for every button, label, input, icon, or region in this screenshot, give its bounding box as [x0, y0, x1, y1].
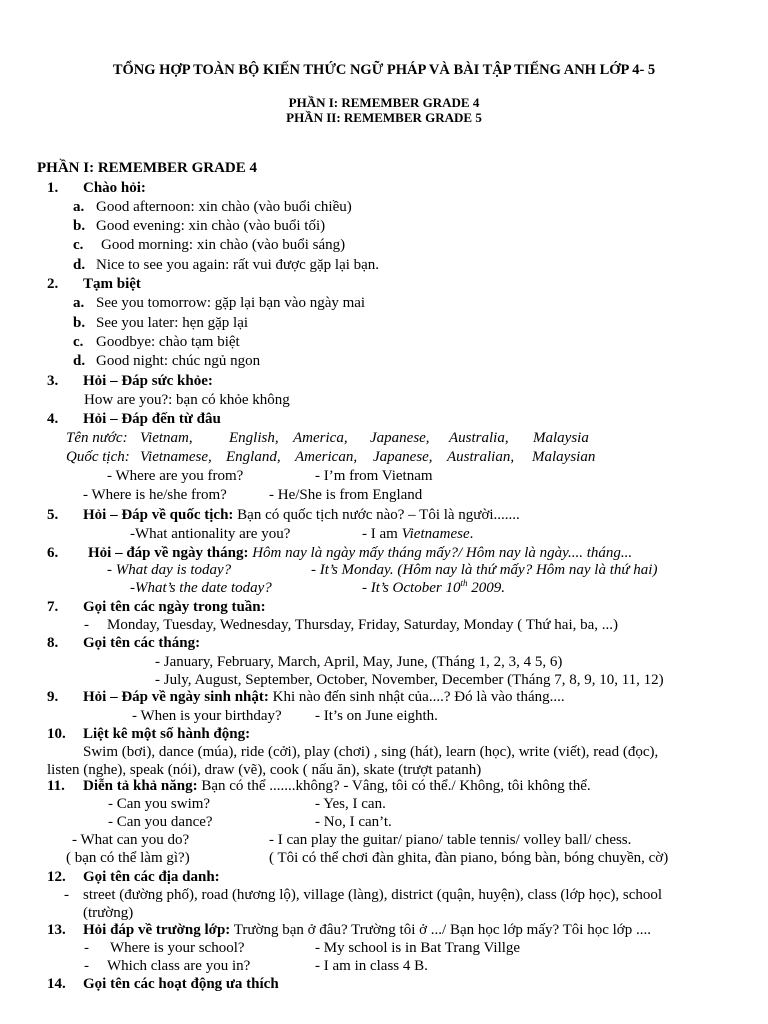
- question: - Can you swim?: [108, 796, 211, 812]
- places-line-2: (trường): [83, 905, 134, 921]
- country: Australia,: [449, 430, 509, 446]
- list-item: Good night: chúc ngủ ngon: [96, 353, 261, 369]
- list-item: Goodbye: chào tạm biệt: [96, 334, 240, 350]
- section-6-number: 6.: [47, 545, 59, 561]
- country: America,: [293, 430, 348, 446]
- question: - When is your birthday?: [132, 708, 282, 724]
- list-letter: c.: [73, 237, 84, 253]
- section-11-line: [83, 777, 591, 795]
- section-3-title: Hỏi – Đáp sức khỏe:: [83, 373, 213, 389]
- country: English,: [229, 430, 279, 446]
- answer-period: .: [469, 526, 474, 542]
- section-9-desc: Khi nào đến sinh nhật của....? Đó là vào tháng....: [268, 689, 565, 705]
- country: Malaysia: [533, 430, 589, 446]
- answer-year: 2009.: [467, 580, 505, 596]
- toc-item-1: PHẦN I: REMEMBER GRADE 4: [288, 95, 480, 110]
- section-13-title: Hỏi đáp về trường lớp:: [83, 922, 231, 938]
- section-11-title: Diễn tả khả năng:: [83, 778, 198, 794]
- list-letter: b.: [73, 315, 86, 331]
- health-question: How are you?: bạn có khỏe không: [84, 392, 290, 408]
- list-letter: a.: [73, 295, 85, 311]
- part-heading: PHẦN I: REMEMBER GRADE 4: [37, 160, 257, 176]
- section-12-title: Gọi tên các địa danh:: [83, 869, 220, 885]
- section-9-title: Hỏi – Đáp về ngày sinh nhật:: [83, 689, 269, 705]
- question: - What can you do?: [72, 832, 190, 848]
- section-4-number: 4.: [47, 411, 59, 427]
- section-10-number: 10.: [47, 726, 66, 742]
- section-13-desc: Trường bạn ở đâu? Trường tôi ở .../ Bạn học lớp mấy? Tôi học lớp ....: [230, 922, 651, 938]
- section-1-title: Chào hỏi:: [83, 180, 146, 196]
- list-dash: -: [84, 617, 89, 633]
- nationality-label: Quốc tịch:: [66, 449, 130, 465]
- list-item: Nice to see you again: rất vui được gặp lại bạn.: [96, 257, 380, 273]
- section-4-title: Hỏi – Đáp đến từ đâu: [83, 411, 221, 427]
- section-14-title: Gọi tên các hoạt động ưa thích: [83, 976, 279, 992]
- section-3-number: 3.: [47, 373, 59, 389]
- question: -What’s the date today?: [130, 580, 272, 596]
- nationality: Japanese,: [373, 449, 433, 465]
- section-6-line: [88, 544, 632, 562]
- country: Japanese,: [370, 430, 430, 446]
- question: - What day is today?: [107, 562, 232, 578]
- months-line-1: - January, February, March, April, May, June, (Tháng 1, 2, 3, 4 5, 6): [155, 654, 563, 670]
- section-2-title: Tạm biệt: [83, 276, 141, 292]
- section-9-line: [83, 688, 565, 706]
- section-13-line: [83, 921, 651, 939]
- section-12-number: 12.: [47, 869, 66, 885]
- nationality: Vietnamese,: [140, 449, 212, 465]
- answer: [362, 579, 505, 597]
- question-translation: ( bạn có thể làm gì?): [66, 850, 190, 866]
- question: - Can you dance?: [108, 814, 213, 830]
- answer-date: - It’s October 10: [362, 580, 461, 596]
- answer-translation: ( Tôi có thể chơi đàn ghita, đàn piano, bóng bàn, bóng chuyền, cờ): [269, 850, 669, 866]
- weekdays-line: Monday, Tuesday, Wednesday, Thursday, Friday, Saturday, Monday ( Thứ hai, ba, ...): [107, 617, 619, 633]
- section-5-desc: Bạn có quốc tịch nước nào? – Tôi là người.......: [233, 507, 520, 523]
- answer: - Yes, I can.: [315, 796, 386, 812]
- months-line-2: - July, August, September, October, November, December (Tháng 7, 8, 9, 10, 11, 12): [155, 672, 664, 688]
- country: Vietnam,: [140, 430, 193, 446]
- nationality: Australian,: [447, 449, 515, 465]
- nationality: England,: [226, 449, 281, 465]
- toc-item-2: PHẦN II: REMEMBER GRADE 5: [286, 110, 482, 125]
- question: -What antionality are you?: [130, 526, 291, 542]
- answer: - He/She is from England: [269, 487, 423, 503]
- section-8-title: Gọi tên các tháng:: [83, 635, 201, 651]
- list-item: Good evening: xin chào (vào buổi tối): [96, 218, 326, 234]
- list-item: Good afternoon: xin chào (vào buổi chiều): [96, 199, 352, 215]
- answer: - No, I can’t.: [315, 814, 392, 830]
- answer: - It’s Monday. (Hôm nay là thứ mấy? Hôm nay là thứ hai): [311, 562, 658, 578]
- list-item: See you later: hẹn gặp lại: [96, 315, 249, 331]
- list-dash: -: [84, 940, 89, 956]
- answer-nationality: Vietnamese: [401, 526, 470, 542]
- nationality: American,: [295, 449, 358, 465]
- answer: - My school is in Bat Trang Villge: [315, 940, 521, 956]
- section-9-number: 9.: [47, 689, 59, 705]
- answer: [362, 525, 473, 543]
- section-5-line: [83, 506, 520, 524]
- list-letter: a.: [73, 199, 85, 215]
- list-dash: -: [84, 958, 89, 974]
- section-7-number: 7.: [47, 599, 59, 615]
- list-letter: c.: [73, 334, 84, 350]
- section-7-title: Gọi tên các ngày trong tuần:: [83, 599, 266, 615]
- answer: - I am in class 4 B.: [315, 958, 428, 974]
- section-2-number: 2.: [47, 276, 59, 292]
- section-5-number: 5.: [47, 507, 59, 523]
- list-dash: -: [64, 887, 69, 903]
- section-1-number: 1.: [47, 180, 59, 196]
- answer: - I’m from Vietnam: [315, 468, 433, 484]
- list-item: Good morning: xin chào (vào buổi sáng): [101, 237, 346, 253]
- section-6-title: Hỏi – đáp về ngày tháng:: [88, 545, 249, 561]
- countries-label: Tên nước:: [66, 430, 128, 446]
- section-10-title: Liệt kê một số hành động:: [83, 726, 251, 742]
- list-letter: b.: [73, 218, 86, 234]
- question: Where is your school?: [110, 940, 245, 956]
- list-letter: d.: [73, 353, 86, 369]
- question: Which class are you in?: [107, 958, 251, 974]
- actions-line-1: Swim (bơi), dance (múa), ride (cởi), play (chơi) , sing (hát), learn (học), write (viết), read (đọc),: [83, 744, 659, 760]
- question: - Where are you from?: [107, 468, 244, 484]
- nationality: Malaysian: [532, 449, 596, 465]
- document-title: TỔNG HỢP TOÀN BỘ KIẾN THỨC NGỮ PHÁP VÀ BÀI TẬP TIẾNG ANH LỚP 4- 5: [112, 62, 656, 78]
- section-14-number: 14.: [47, 976, 66, 992]
- answer: - It’s on June eighth.: [315, 708, 438, 724]
- section-8-number: 8.: [47, 635, 59, 651]
- list-letter: d.: [73, 257, 86, 273]
- section-5-title: Hỏi – Đáp về quốc tịch:: [83, 507, 234, 523]
- question: - Where is he/she from?: [83, 487, 227, 503]
- list-item: See you tomorrow: gặp lại bạn vào ngày mai: [96, 295, 366, 311]
- section-11-number: 11.: [47, 778, 65, 794]
- answer-ordinal: th: [460, 578, 468, 588]
- section-6-desc: Hôm nay là ngày mấy tháng mấy?/ Hôm nay là ngày.... tháng...: [248, 545, 633, 561]
- answer-prefix: - I am: [362, 526, 402, 542]
- section-13-number: 13.: [47, 922, 66, 938]
- actions-line-2: listen (nghe), speak (nói), draw (vẽ), cook ( nấu ăn), skate (trượt patanh): [47, 762, 482, 778]
- section-11-desc: Bạn có thể .......không? - Vâng, tôi có thể./ Không, tôi không thể.: [197, 778, 591, 794]
- answer: - I can play the guitar/ piano/ table tennis/ volley ball/ chess.: [269, 832, 632, 848]
- places-line-1: street (đường phố), road (hương lộ), village (làng), district (quận, huyện), class (lớp học), school: [83, 887, 663, 903]
